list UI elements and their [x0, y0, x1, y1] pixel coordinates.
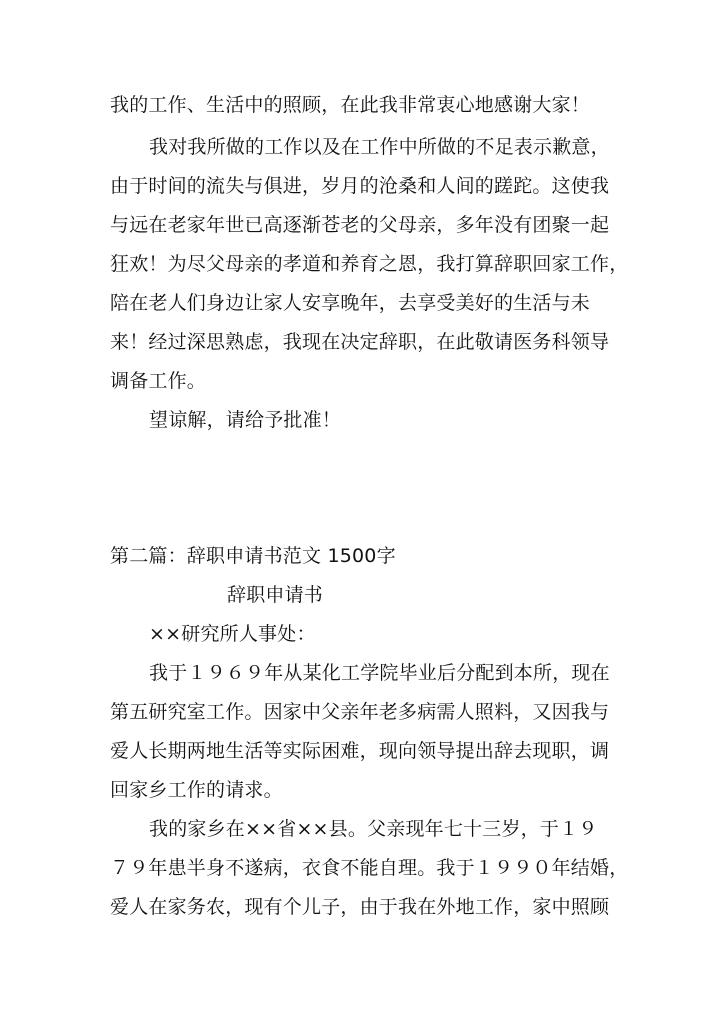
paragraph-line: 望谅解，请给予批准！ [149, 409, 342, 431]
paragraph-line: 第五研究室工作。因家中父亲年老多病需人照料，又因我与 [110, 701, 610, 723]
paragraph-line: 来！经过深思熟虑，我现在决定辞职，在此敬请医务科领导 [110, 331, 610, 353]
paragraph-line: 调备工作。 [110, 370, 207, 392]
paragraph-line: 爱人长期两地生活等实际困难，现向领导提出辞去现职，调 [110, 740, 610, 762]
paragraph-line: 我的家乡在××省××县。父亲现年七十三岁，于１９ [149, 818, 598, 840]
paragraph-line: 我于１９６９年从某化工学院毕业后分配到本所，现在 [149, 662, 610, 684]
paragraph-line: 我对我所做的工作以及在工作中所做的不足表示歉意， [149, 136, 610, 158]
paragraph-line: 与远在老家年世已高逐渐苍老的父母亲，多年没有团聚一起 [110, 214, 610, 236]
salutation: ××研究所人事处： [149, 623, 316, 645]
paragraph-line: 我的工作、生活中的照顾，在此我非常衷心地感谢大家！ [110, 94, 591, 116]
paragraph-line: 陪在老人们身边让家人安享晚年，去享受美好的生活与未 [110, 292, 591, 314]
paragraph-line: 由于时间的流失与俱进，岁月的沧桑和人间的蹉跎。这使我 [110, 175, 610, 197]
paragraph-line: ７９年患半身不遂病，衣食不能自理。我于１９９０年结婚， [110, 857, 629, 879]
document-title: 辞职申请书 [227, 584, 324, 606]
paragraph-line: 爱人在家务农，现有个儿子，由于我在外地工作，家中照顾 [110, 896, 610, 918]
paragraph-line: 狂欢！为尽父母亲的孝道和养育之恩，我打算辞职回家工作， [110, 253, 629, 275]
section-heading: 第二篇：辞职申请书范文 1500字 [110, 545, 396, 567]
paragraph-line: 回家乡工作的请求。 [110, 779, 283, 801]
